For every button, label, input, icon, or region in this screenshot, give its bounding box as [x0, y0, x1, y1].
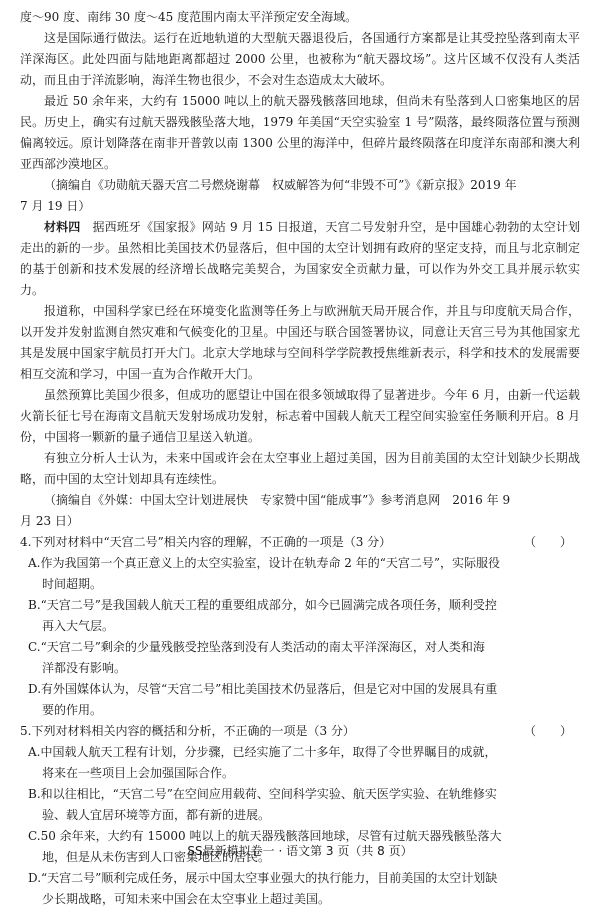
option-a: A.作为我国第一个真正意义上的太空实验室，设计在轨寿命 2 年的“天宫二号”，实际服役 时间超期。 [28, 556, 501, 591]
option-b: B.和以往相比，“天宫二号”在空间应用载荷、空间科学实验、航天医学实验、在轨维修实 验、载人宜居环境等方面，都有新的进展。 [28, 787, 497, 822]
question-stem: 5.下列对材料相关内容的概括和分析，不正确的一项是（3 分） [20, 724, 355, 738]
paragraph: 虽然预算比美国少很多，但成功的愿望让中国在很多领域取得了显著进步。今年 6 月，由新一代运载火箭长征七号在海南文昌航天发射场成功发射，标志着中国载人航天工程空间实验室任务顺利开启。8 月份，中国将一颗新的量子通信卫星送入轨道。 [20, 388, 580, 444]
material-label: 材料四 [44, 220, 81, 234]
option-d: D.“天宫二号”顺利完成任务，展示中国太空事业强大的执行能力，目前美国的太空计划缺 少长期战略，可知未来中国会在太空事业上超过美国。 [28, 871, 498, 906]
page-footer: SS最新模拟卷一 · 语文第 3 页（共 8 页） [187, 844, 413, 858]
material-four [20, 217, 580, 301]
option-c: C.“天宫二号”剩余的少量残骸受控坠落到没有人类活动的南太平洋深海区，对人类和海 洋都没有影响。 [28, 640, 485, 675]
citation: （摘编自《功勋航天器天宫二号燃烧谢幕 权威解答为何“非毁不可”》《新京报》2019 年 [44, 178, 517, 192]
option-b: B.“天宫二号”是我国载人航天工程的重要组成部分，如今已圆满完成各项任务，顺利受控 再入大气层。 [28, 598, 497, 633]
option-a: A.中国载人航天工程有计划，分步骤，已经实施了二十多年，取得了令世界瞩目的成就， 将来在一些项目上会加强国际合作。 [28, 745, 497, 780]
paragraph: 最近 50 余年来，大约有 15000 吨以上的航天器残骸落回地球，但尚未有坠落到人口密集地区的居民。历史上，确实有过航天器残骸坠落大地，1979 年美国“天空实验室 1 号”陨落，最终陨落位置与预测偏离较远。原计划降落在南非开普敦以南 1300 公里的海洋中，但碎片最终陨落在印度洋东南部和澳大利亚西部沙漠地区。 [20, 94, 580, 171]
paragraph: 有独立分析人士认为，未来中国或许会在太空事业上超过美国，因为目前美国的太空计划缺少长期战略，而中国的太空计划却具有连续性。 [20, 451, 580, 486]
citation: （摘编自《外媒：中国太空计划进展快 专家赞中国“能成事”》参考消息网 2016 年 9 [44, 493, 511, 507]
paragraph: 报道称，中国科学家已经在环境变化监测等任务上与欧洲航天局开展合作，并且与印度航天局合作，以开发并发射监测自然灾难和气候变化的卫星。中国还与联合国签署协议，同意让天宫三号为其他国家尤其是发展中国家宇航员打开大门。北京大学地球与空间科学学院教授焦维新表示，科学和技术的发展需要相互交流和学习，中国一直为合作敞开大门。 [20, 304, 580, 381]
question-stem: 4.下列对材料中“天宫二号”相关内容的理解，不正确的一项是（3 分） [20, 535, 392, 549]
question-5 [20, 721, 580, 910]
paragraph: 度～90 度、南纬 30 度～45 度范围内南太平洋预定安全海域。 [20, 10, 358, 24]
paragraph: 这是国际通行做法。运行在近地轨道的大型航天器退役后，各国通行方案都是让其受控坠落到南太平洋深海区。此处四面与陆地距离都超过 2000 公里，也被称为“航天器坟场”。这片区域不仅没有人类活动，而且由于洋流影响，海洋生物也很少，不会对生态造成太大破坏。 [20, 31, 580, 87]
answer-blank: （ ） [523, 535, 572, 549]
citation-continued: 月 23 日） [20, 514, 79, 528]
answer-blank: （ ） [523, 724, 572, 738]
material-text: 据西班牙《国家报》网站 9 月 15 日报道，天宫二号发射升空，是中国雄心勃勃的太空计划走出的新的一步。虽然相比美国技术仍显落后，但中国的太空计划拥有政府的坚定支持，而且与北京制定的基于创新和技术发展的经济增长战略完美契合，为国家安全贡献力量，可以作为外交工具并展示软实力。 [20, 220, 580, 297]
option-c: C.50 余年来，大约有 15000 吨以上的航天器残骸落回地球，尽管有过航天器残骸坠落大 地，但是从未伤害到人口密集地区的居民。 [28, 829, 502, 864]
citation-continued: 7 月 19 日） [20, 199, 91, 213]
option-d: D.有外国媒体认为，尽管“天宫二号”相比美国技术仍显落后，但是它对中国的发展具有重 要的作用。 [28, 682, 498, 717]
question-4 [20, 532, 580, 721]
